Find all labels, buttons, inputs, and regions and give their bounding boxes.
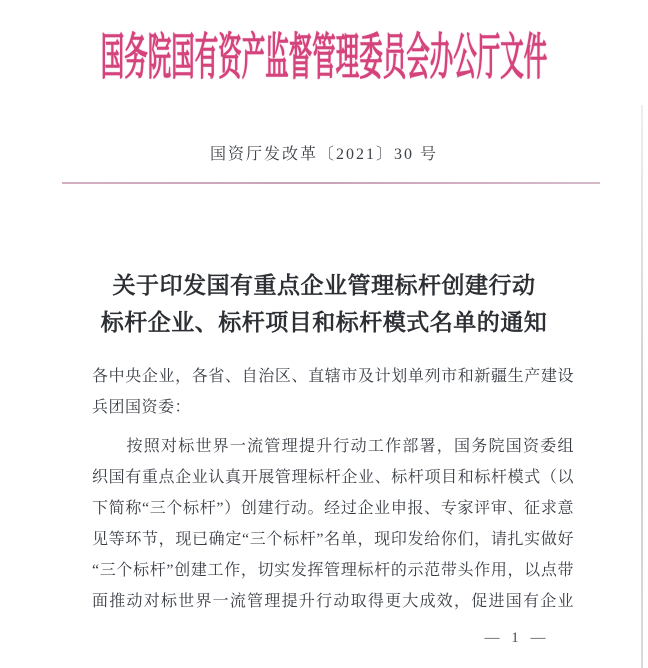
scan-edge-artifact bbox=[641, 105, 643, 668]
body-line: 下简称“三个标杆”）创建行动。经过企业申报、专家评审、征求意 bbox=[92, 500, 574, 517]
document-title-line-2: 标杆企业、标杆项目和标杆模式名单的通知 bbox=[100, 310, 548, 335]
page-number: — 1 — bbox=[484, 630, 550, 646]
red-divider-line bbox=[62, 182, 600, 184]
agency-letterhead-text: 国务院国有资产监督管理委员会办公厅文件 bbox=[100, 29, 548, 85]
document-title bbox=[0, 267, 648, 341]
body-line: 见等环节，现已确定“三个标杆”名单，现印发给你们，请扎实做好 bbox=[92, 531, 574, 548]
document-title-line-1: 关于印发国有重点企业管理标杆创建行动 bbox=[112, 273, 536, 298]
body-line: 各中央企业，各省、自治区、直辖市及计划单列市和新疆生产建设 bbox=[92, 368, 574, 385]
document-number: 国资厅发改革〔2021〕30 号 bbox=[209, 146, 438, 163]
body-line: “三个标杆”创建工作，切实发挥管理标杆的示范带头作用，以点带 bbox=[92, 562, 574, 579]
body-line: 兵团国资委： bbox=[92, 399, 192, 416]
document-body bbox=[92, 361, 574, 617]
body-line: 织国有重点企业认真开展管理标杆企业、标杆项目和标杆模式（以 bbox=[92, 469, 574, 486]
body-line: 面推动对标世界一流管理提升行动取得更大成效，促进国有企业 bbox=[92, 593, 574, 610]
agency-letterhead bbox=[0, 24, 648, 90]
body-line: 按照对标世界一流管理提升行动工作部署，国务院国资委组 bbox=[92, 438, 574, 455]
